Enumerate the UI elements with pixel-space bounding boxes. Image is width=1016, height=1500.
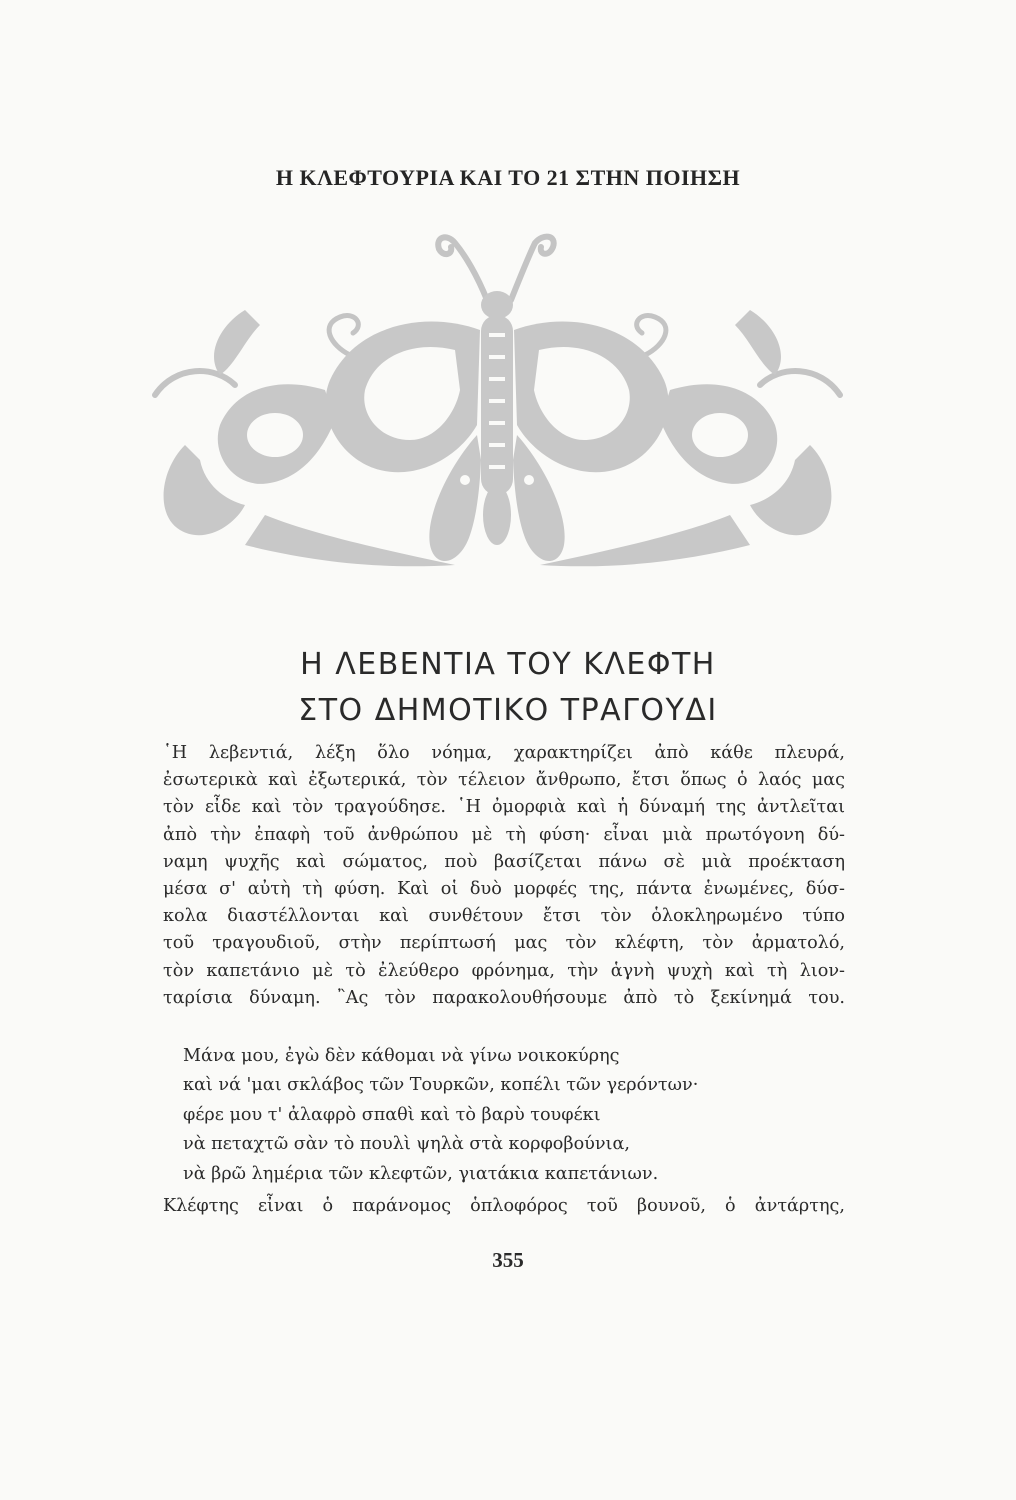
body-paragraph	[163, 740, 845, 1012]
running-head: Η ΚΛΕΦΤΟΥΡΙΑ ΚΑΙ ΤΟ 21 ΣΤΗΝ ΠΟΙΗΣΗ	[275, 165, 741, 190]
text-line: ναμη ψυχῆς καὶ σώματος, ποὺ βασίζεται πάνω σὲ μιὰ προέκταση	[163, 851, 845, 872]
chapter-title-line-1: Η ΛΕΒΕΝΤΙΑ ΤΟΥ ΚΛΕΦΤΗ	[300, 647, 716, 682]
text-line: μέσα σ' αὐτὴ τὴ φύση. Καὶ οἱ δυὸ μορφές της, πάντα ἑνωμένες, δύσ-	[163, 879, 845, 900]
text-line: τοῦ τραγουδιοῦ, στὴν περίπτωσή μας τὸν κλέφτη, τὸν ἀρματολό,	[163, 933, 845, 954]
folk-song-verse	[183, 1042, 843, 1189]
butterfly-ornament-icon	[125, 215, 870, 605]
verse-line: νὰ πεταχτῶ σὰν τὸ πουλὶ ψηλὰ στὰ κορφοβούνια,	[183, 1134, 630, 1155]
verse-line: φέρε μου τ' ἀλαφρὸ σπαθὶ καὶ τὸ βαρὺ τουφέκι	[183, 1104, 601, 1125]
text-line: τὸν καπετάνιο μὲ τὸ ἐλεύθερο φρόνημα, τὴν ἁγνὴ ψυχὴ καὶ τὴ λιον-	[163, 960, 845, 981]
verse-line: Μάνα μου, ἐγὼ δὲν κάθομαι νὰ γίνω νοικοκύρης	[183, 1046, 620, 1066]
text-line: ἀπὸ τὴν ἐπαφὴ τοῦ ἀνθρώπου μὲ τὴ φύση· εἶναι μιὰ πρωτόγονη δύ-	[163, 824, 845, 845]
text-line: ἐσωτερικὰ καὶ ἐξωτερικά, τὸν τέλειον ἄνθρωπο, ἔτσι ὅπως ὁ λαός μας	[163, 770, 845, 791]
continuation-line: Κλέφτης εἶναι ὁ παράνομος ὁπλοφόρος τοῦ βουνοῦ, ὁ ἀντάρτης,	[163, 1196, 845, 1216]
text-line: ταρίσια δύναμη. ῍Ας τὸν παρακολουθήσουμε ἀπὸ τὸ ξεκίνημά του.	[163, 987, 845, 1008]
text-line: ῾Η λεβεντιά, λέξη ὅλο νόημα, χαρακτηρίζει ἀπὸ κάθε πλευρά,	[163, 743, 845, 763]
verse-line: καὶ νά 'μαι σκλάβος τῶν Τουρκῶν, κοπέλι τῶν γερόντων·	[183, 1075, 699, 1096]
chapter-title-line-2: ΣΤΟ ΔΗΜΟΤΙΚΟ ΤΡΑΓΟΥΔΙ	[298, 693, 718, 728]
text-line: τὸν εἶδε καὶ τὸν τραγούδησε. ῾Η ὀμορφιὰ καὶ ἡ δύναμή της ἀντλεῖται	[163, 797, 845, 818]
page-number: 355	[492, 1248, 524, 1272]
chapter-title	[0, 642, 1016, 734]
text-line: κολα διαστέλλονται καὶ συνθέτουν ἔτσι τὸν ὁλοκληρωμένο τύπο	[163, 906, 845, 927]
verse-line: νὰ βρῶ λημέρια τῶν κλεφτῶν, γιατάκια καπετάνιων.	[183, 1163, 659, 1184]
